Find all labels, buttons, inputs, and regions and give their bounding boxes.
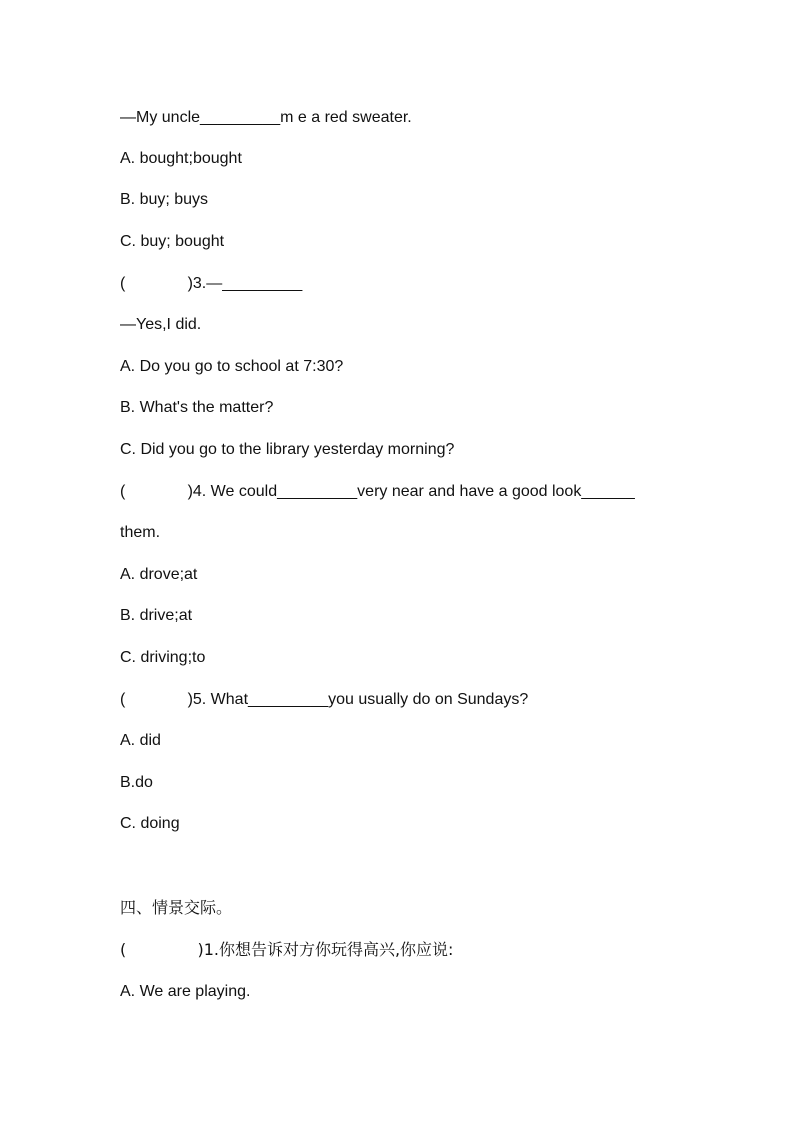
question-5-prompt: ( )5. What_________you usually do on Sundays? <box>120 691 529 708</box>
question-4-prompt-continued: them. <box>120 524 161 541</box>
question-3-answer-line: —Yes,I did. <box>120 316 202 333</box>
question-4-prompt: ( )4. We could_________very near and have a good look______ <box>120 483 635 500</box>
question-2-option-c: C. buy; bought <box>120 233 225 250</box>
question-4-option-c: C. driving;to <box>120 649 206 666</box>
section-title: 四、情景交际。 <box>120 898 233 917</box>
question-3-option-b: B. What's the matter? <box>120 399 274 416</box>
section-question-1-prompt: ( )1.你想告诉对方你玩得高兴,你应说: <box>120 940 454 959</box>
question-2-option-a: A. bought;bought <box>120 150 242 167</box>
section-question-1-option-a: A. We are playing. <box>120 983 251 1000</box>
question-3-option-c: C. Did you go to the library yesterday morning? <box>120 441 455 458</box>
question-5-option-b: B.do <box>120 774 153 791</box>
question-2-option-b: B. buy; buys <box>120 191 209 208</box>
question-4-option-b: B. drive;at <box>120 607 193 624</box>
question-3-prompt: ( )3.—_________ <box>120 275 303 292</box>
question-3-option-a: A. Do you go to school at 7:30? <box>120 358 344 375</box>
question-5-option-a: A. did <box>120 732 161 749</box>
question-5-option-c: C. doing <box>120 815 180 832</box>
question-2-answer-line: —My uncle_________m e a red sweater. <box>120 109 412 126</box>
question-4-option-a: A. drove;at <box>120 566 198 583</box>
